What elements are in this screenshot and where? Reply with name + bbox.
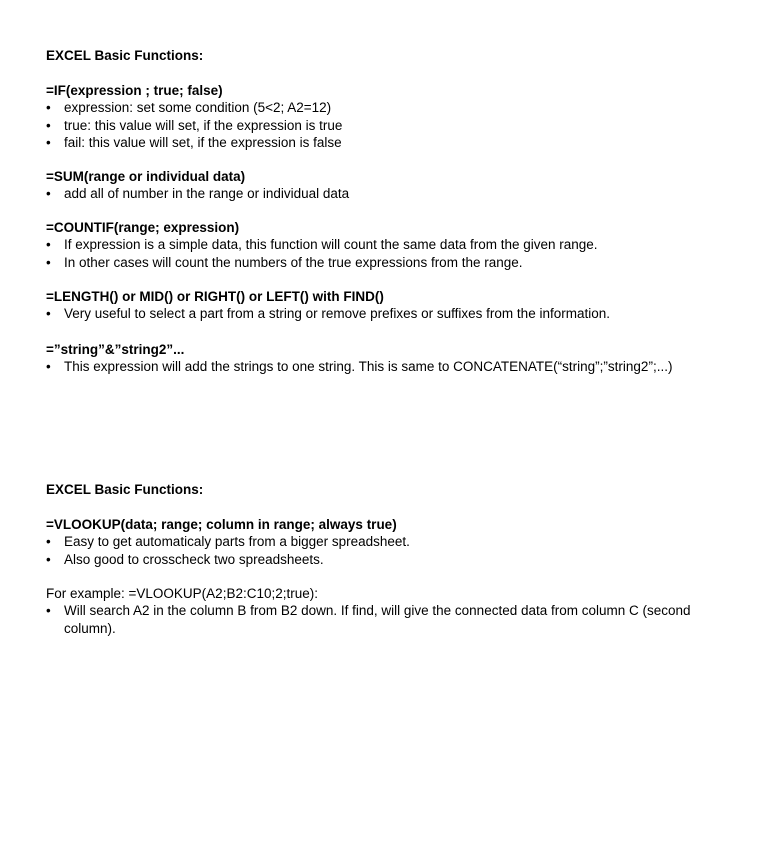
bullet-glyph: • <box>46 534 51 549</box>
function-heading: =”string”&”string2”... <box>46 341 185 357</box>
function-concatenate <box>46 341 748 376</box>
list-item-text: If expression is a simple data, this function will count the same data from the given range. <box>64 237 598 252</box>
list-item <box>46 117 748 135</box>
vlookup-example <box>46 585 748 637</box>
section-basic-functions-1 <box>46 47 748 375</box>
list-item <box>46 602 748 637</box>
list-item-text: In other cases will count the numbers of the true expressions from the range. <box>64 254 523 270</box>
list-item <box>46 99 748 117</box>
list-item-text: true: this value will set, if the expression is true <box>64 117 343 133</box>
list-item-text: fail: this value will set, if the expression is false <box>64 135 342 150</box>
function-heading: =SUM(range or individual data) <box>46 168 246 184</box>
list-item <box>46 551 748 569</box>
function-heading: =VLOOKUP(data; range; column in range; always true) <box>46 517 397 532</box>
list-item-text: expression: set some condition (5<2; A2=12) <box>64 100 332 115</box>
bullet-glyph: • <box>46 306 51 321</box>
list-item-text: Very useful to select a part from a string or remove prefixes or suffixes from the information. <box>64 306 610 321</box>
list-item-text: Will search A2 in the column B from B2 down. If find, will give the connected data from column C (second column). <box>64 603 691 636</box>
section-title: EXCEL Basic Functions: <box>46 48 204 63</box>
list-item <box>46 134 748 152</box>
list-item-text: Also good to crosscheck two spreadsheets. <box>64 551 324 567</box>
section-basic-functions-2 <box>46 481 748 637</box>
bullet-list <box>46 305 748 323</box>
function-vlookup <box>46 516 748 568</box>
example-label: For example: =VLOOKUP(A2;B2:C10;2;true): <box>46 586 318 601</box>
bullet-glyph: • <box>46 117 51 133</box>
function-heading: =LENGTH() or MID() or RIGHT() or LEFT() with FIND() <box>46 289 384 304</box>
function-string-extract <box>46 288 748 323</box>
bullet-list <box>46 185 748 203</box>
function-countif <box>46 219 748 271</box>
list-item-text: This expression will add the strings to one string. This is same to CONCATENATE(“string”;”string2”;...) <box>64 358 673 374</box>
bullet-glyph: • <box>46 603 51 618</box>
bullet-glyph: • <box>46 100 51 115</box>
bullet-glyph: • <box>46 358 51 374</box>
function-heading: =COUNTIF(range; expression) <box>46 220 240 235</box>
function-sum <box>46 168 748 203</box>
bullet-list <box>46 358 748 376</box>
bullet-glyph: • <box>46 254 51 270</box>
bullet-list <box>46 99 748 152</box>
list-item-text: Easy to get automaticaly parts from a bigger spreadsheet. <box>64 534 410 549</box>
bullet-glyph: • <box>46 551 51 567</box>
list-item-text: add all of number in the range or individual data <box>64 185 350 201</box>
bullet-glyph: • <box>46 185 51 201</box>
list-item <box>46 236 748 254</box>
bullet-list <box>46 533 748 568</box>
list-item <box>46 305 748 323</box>
function-heading: =IF(expression ; true; false) <box>46 83 223 98</box>
section-title: EXCEL Basic Functions: <box>46 482 204 497</box>
list-item <box>46 533 748 551</box>
bullet-glyph: • <box>46 237 51 252</box>
bullet-list <box>46 236 748 271</box>
list-item <box>46 185 748 203</box>
function-if <box>46 82 748 152</box>
list-item <box>46 254 748 272</box>
bullet-glyph: • <box>46 135 51 150</box>
bullet-list <box>46 602 748 637</box>
list-item <box>46 358 748 376</box>
